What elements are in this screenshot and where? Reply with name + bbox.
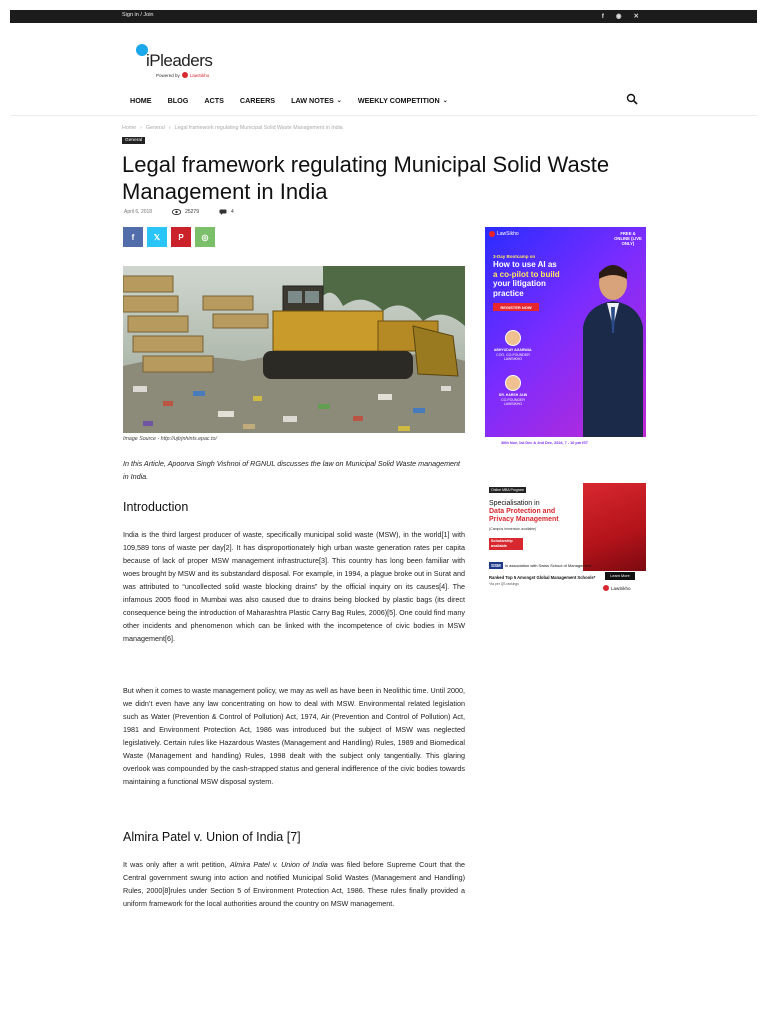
eye-icon	[172, 209, 181, 215]
article-paragraph: India is the third largest producer of waste, specifically municipal solid waste (MSW), in the world[1] with 109,589 tons of waste per day[2]. It has disproportionately high urban waste generation rates per capita because of lack of proper MSW management infrastructure[3]. This country has long been familiar with woes brought by MSW and its substandard disposal. For example, in 1994, a plague broke out in Surat and was attributed to “uncollected solid waste blocking drains” by the official inquiry on its causes[4]. The infamous 2005 flood in Mumbai was also caused due to drains being blocked by plastic bags (its direct consequence being the introduction of Maharashtra Plastic Carry Bag Rules, 2006)[5]. One could find many other incidents and phenomenon which can be linked with the incompetence of civic bodies in MSW management[6].	[123, 530, 465, 643]
speaker-avatar	[505, 330, 521, 346]
ssm-association	[489, 562, 591, 569]
nav-label: LAW NOTES	[291, 95, 334, 105]
logo-brand: iPleaders	[146, 51, 213, 70]
whatsapp-icon: ◎	[201, 232, 209, 242]
sidebar-ad-mba[interactable]	[485, 483, 646, 596]
main-nav	[122, 90, 644, 110]
page-title: Legal framework regulating Municipal Solid Waste Management in India	[122, 152, 610, 204]
article-hero-image	[123, 266, 465, 433]
scholarship-badge: Scholarship available	[489, 538, 523, 550]
nav-label: WEEKLY COMPETITION	[357, 95, 440, 105]
image-caption: Image Source - http://ujtrjnhints.epac.to/	[123, 436, 217, 442]
nav-item-weekly-competition[interactable]	[358, 96, 448, 105]
ad-presenter-figure	[577, 257, 645, 437]
share-buttons	[123, 227, 215, 247]
chevron-down-icon: ⌄	[336, 97, 342, 104]
ad-footer-brand	[603, 585, 631, 591]
comments-count: 4	[230, 209, 234, 215]
ad-headline	[493, 260, 575, 298]
share-pinterest-button[interactable]	[171, 227, 191, 247]
ad-brand	[489, 231, 519, 237]
ad-art-panel	[583, 483, 646, 571]
share-facebook-button[interactable]	[123, 227, 143, 247]
ad-badge: Online MBA Program	[491, 488, 524, 492]
breadcrumb-category[interactable]: General	[145, 125, 165, 131]
powered-brand-text: LawSikho	[189, 72, 210, 78]
article-intro: In this Article, Apoorva Singh Vishnoi of RGNUL discusses the law on Municipal Solid Waste management in India.	[123, 459, 461, 481]
nav-item-law-notes[interactable]	[291, 96, 342, 105]
category-tag[interactable]: General	[122, 137, 145, 144]
ad-headline	[489, 500, 579, 524]
ad-headline-line: How to use AI as	[493, 260, 557, 269]
ad-subtitle: 3-Day Bootcamp on	[493, 254, 536, 259]
x-icon: 𝕏	[153, 232, 161, 242]
site-logo[interactable]	[136, 44, 236, 84]
breadcrumb-current: Legal framework regulating Municipal Solid Waste Management in India	[174, 125, 343, 131]
ssm-text: In association with Swiss School of Management	[504, 563, 592, 568]
ad-dates: 30th Nov, 1st Dec & 2nd Dec, 2024, 7 - 10 pm IST	[485, 437, 646, 451]
speaker-avatar	[505, 375, 521, 391]
register-now-button[interactable]: REGISTER NOW	[493, 303, 539, 311]
top-bar	[10, 10, 757, 23]
speaker-role: CO-FOUNDER LAWSIKHO	[501, 397, 525, 406]
nav-label: ACTS	[204, 95, 224, 105]
ssm-logo: SSM	[491, 563, 501, 568]
learn-more-button[interactable]: Learn More	[605, 572, 635, 580]
facebook-icon[interactable]: f	[601, 13, 604, 20]
ranking-text	[489, 575, 599, 587]
rank-line: Ranked Top 5 Amongst Global Management Schools*	[489, 575, 596, 580]
ad-brand-text: LawSikho	[497, 231, 519, 237]
breadcrumb	[122, 125, 343, 131]
ad-headline-line: Privacy Management	[489, 516, 559, 523]
comment-icon	[219, 209, 227, 215]
nav-item-acts[interactable]	[204, 96, 224, 105]
heading-introduction: Introduction	[123, 500, 189, 514]
post-meta	[124, 209, 234, 215]
rank-source: *As per QS rankings	[489, 581, 519, 586]
speaker-1	[493, 348, 533, 362]
sign-in-link[interactable]: Sign in / Join	[122, 12, 154, 18]
rss-icon[interactable]: ◉	[615, 13, 622, 20]
nav-item-home[interactable]	[130, 96, 152, 105]
ad-headline-line: a co-pilot to build	[493, 269, 560, 279]
speaker-name: ABHYUDAY AGARWAL	[493, 348, 533, 352]
facebook-icon: f	[131, 232, 135, 242]
speaker-role: COO, CO-FOUNDER LAWSIKHO	[496, 352, 530, 361]
post-views	[172, 209, 199, 215]
ad-headline-line: Data Protection and	[489, 508, 556, 515]
speaker-name: DR. HARSH JAIN	[498, 393, 528, 397]
sidebar-ad-bootcamp[interactable]	[485, 227, 646, 451]
paragraph-text: was filed before Supreme Court that the Central government swung into action and notified Municipal Solid Wastes (Management and Handling) Rules, 2000[8]rules under Section 5 of Environment Protection Act, 1986. These rules finally provided a uniform framework for the local authorities around the country on MSW management.	[123, 860, 466, 908]
ad-headline-line: your litigation practice	[493, 279, 546, 298]
share-whatsapp-button[interactable]	[195, 227, 215, 247]
views-count: 25279	[185, 209, 199, 215]
paragraph-text: It was only after a writ petition,	[123, 860, 230, 869]
post-date: April 6, 2018	[124, 209, 153, 215]
lawsikho-logo-icon	[489, 231, 495, 237]
nav-label: HOME	[130, 95, 152, 105]
breadcrumb-separator: ›	[140, 125, 142, 131]
ad-note: (Campus immersion available)	[489, 527, 537, 531]
x-icon[interactable]: ✕	[633, 13, 639, 20]
nav-label: BLOG	[167, 95, 189, 105]
nav-item-blog[interactable]	[168, 96, 189, 105]
nav-label: CAREERS	[239, 95, 276, 105]
case-name: Almira Patel v. Union of India	[229, 860, 328, 869]
powered-by-text: Powered by	[156, 72, 180, 78]
nav-divider	[10, 115, 757, 116]
breadcrumb-home[interactable]: Home	[122, 125, 137, 131]
article-paragraph: But when it comes to waste management policy, we may as well as have been in Neolithic time. Until 2000, we didn’t even have any law concentrating on how to deal with MSW. Environmental related legislation such as Water (Prevention & Control of Pollution) Act, 1974, Air (Prevention and Control of Pollution) Act, 1981 and Environment Protection Act, 1986 was introduced but the subject of MSW was neglected legislatively. Certain rules like Hazardous Wastes (Management and Handling) Rules, 1989 and Biomedical Waste (Management and handling) Rules, 1998 dealt with the subject only tangentially. This glaring overlook was compounded by the cash-strapped status and general indifference of the civic bodies towards maintaining a functional MSW disposal system.	[123, 686, 465, 786]
post-comments[interactable]	[219, 209, 234, 215]
speaker-2	[493, 393, 533, 407]
pinterest-icon: P	[178, 232, 184, 242]
share-x-button[interactable]	[147, 227, 167, 247]
ad-headline-line: Specialisation in	[489, 500, 540, 507]
logo-powered-by	[156, 72, 209, 78]
footer-brand-text: LawSikho	[611, 585, 631, 591]
lawsikho-logo-icon	[182, 72, 188, 78]
chevron-down-icon: ⌄	[442, 97, 448, 104]
social-links	[602, 11, 639, 22]
heading-almira-patel: Almira Patel v. Union of India [7]	[123, 830, 301, 844]
ad-free-badge: FREE & ONLINE (LIVE ONLY)	[614, 231, 642, 246]
lawsikho-logo-icon	[603, 585, 609, 591]
search-icon[interactable]	[626, 93, 638, 105]
breadcrumb-separator: ›	[168, 125, 171, 131]
article-paragraph	[123, 858, 465, 910]
nav-item-careers[interactable]	[240, 96, 275, 105]
